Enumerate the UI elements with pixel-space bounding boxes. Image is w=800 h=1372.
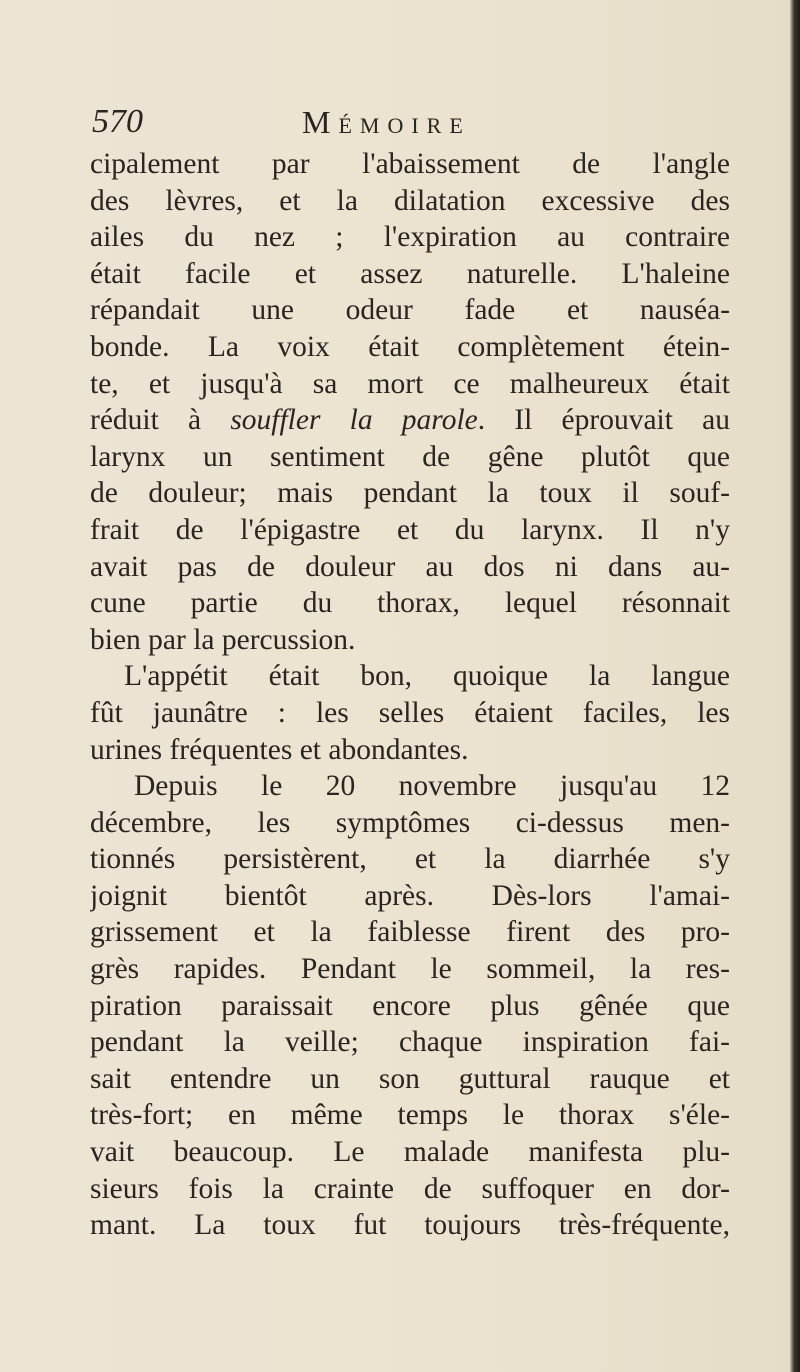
- text-line: sieurs fois la crainte de suffoquer en dor-: [90, 1172, 730, 1205]
- running-head: Mémoire: [302, 104, 471, 140]
- text-line: tionnés persistèrent, et la diarrhée s'y: [90, 843, 730, 876]
- text-line: urines fréquentes et abondantes.: [90, 733, 469, 766]
- text-line: décembre, les symptômes ci-dessus men-: [90, 806, 730, 839]
- text-line: pendant la veille; chaque inspiration fai-: [90, 1026, 730, 1059]
- text-line: fût jaunâtre : les selles étaient faciles, les: [90, 696, 730, 729]
- text-line: cune partie du thorax, lequel résonnait: [90, 587, 730, 620]
- italic-phrase: souffler la parole: [230, 404, 478, 437]
- text-line: L'appétit était bon, quoique la langue: [124, 660, 730, 693]
- text-line: [90, 402, 730, 439]
- text-line: grissement et la faiblesse firent des pro-: [90, 916, 730, 949]
- text-line: grès rapides. Pendant le sommeil, la res-: [90, 953, 730, 986]
- text-line: était facile et assez naturelle. L'haleine: [90, 257, 730, 290]
- text-line: piration paraissait encore plus gênée que: [90, 989, 730, 1022]
- page-header: [92, 100, 742, 144]
- text-segment: . Il éprouvait au: [477, 404, 730, 437]
- text-line: très-fort; en même temps le thorax s'éle-: [90, 1099, 730, 1132]
- text-line: des lèvres, et la dilatation excessive des: [90, 184, 730, 217]
- text-line: joignit bientôt après. Dès-lors l'amai-: [90, 879, 730, 912]
- text-line: répandait une odeur fade et nauséa-: [90, 294, 730, 327]
- text-line: larynx un sentiment de gêne plutôt que: [90, 440, 730, 473]
- text-line: mant. La toux fut toujours très-fréquente,: [90, 1209, 730, 1242]
- text-line: sait entendre un son guttural rauque et: [90, 1062, 730, 1095]
- text-line: te, et jusqu'à sa mort ce malheureux était: [90, 367, 730, 400]
- text-segment: réduit à: [90, 404, 231, 437]
- page-number: 570: [92, 103, 143, 140]
- page-edge: [790, 0, 800, 1372]
- text-line: bonde. La voix était complètement étein-: [90, 330, 730, 363]
- body-text: [90, 146, 730, 1244]
- text-line: vait beaucoup. Le malade manifesta plu-: [90, 1136, 730, 1169]
- text-line: avait pas de douleur au dos ni dans au-: [90, 550, 730, 583]
- text-line: Depuis le 20 novembre jusqu'au 12: [134, 770, 730, 803]
- text-line: frait de l'épigastre et du larynx. Il n'y: [90, 513, 730, 546]
- text-line: ailes du nez ; l'expiration au contraire: [90, 221, 730, 254]
- text-line: de douleur; mais pendant la toux il souf-: [90, 477, 730, 510]
- text-line: bien par la percussion.: [90, 623, 356, 656]
- text-line: cipalement par l'abaissement de l'angle: [90, 148, 730, 180]
